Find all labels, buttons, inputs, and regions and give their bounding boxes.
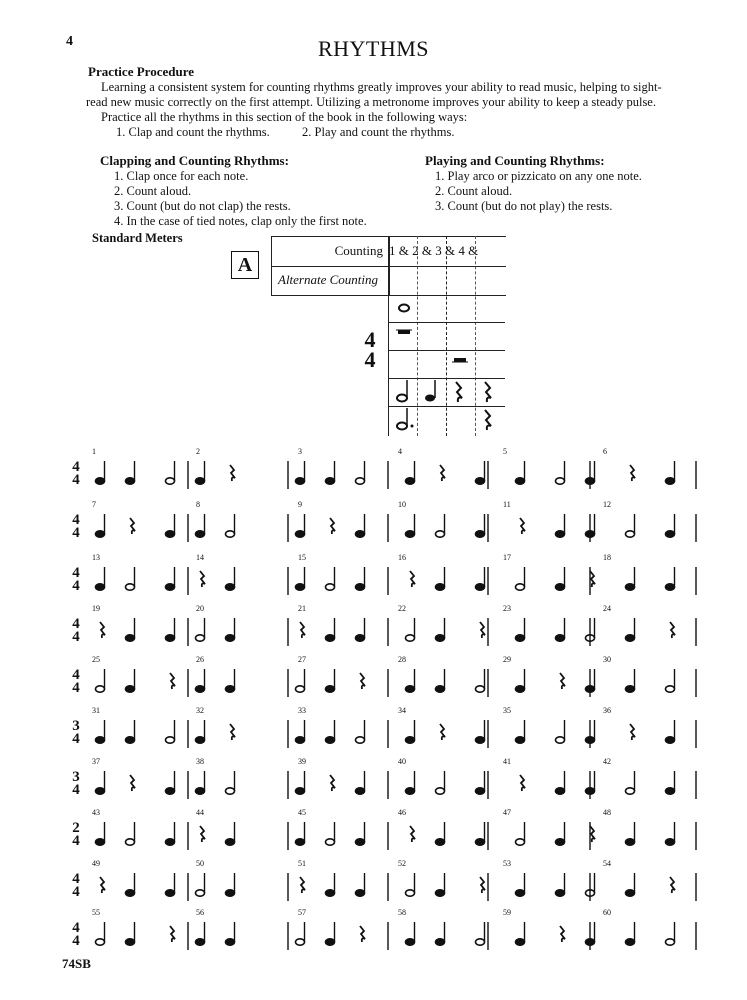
exercise-number: 32 bbox=[196, 706, 204, 715]
row-time-signature: 4 4 bbox=[72, 871, 80, 900]
rhythm-notation bbox=[90, 908, 730, 956]
exercise-number: 34 bbox=[398, 706, 406, 715]
exercise-number: 54 bbox=[603, 859, 611, 868]
exercise-number: 6 bbox=[603, 447, 607, 456]
rhythm-row bbox=[0, 500, 747, 548]
rhythm-notation bbox=[90, 500, 730, 548]
exercise-number: 25 bbox=[92, 655, 100, 664]
exercise-number: 50 bbox=[196, 859, 204, 868]
exercise-number: 8 bbox=[196, 500, 200, 509]
exercise-number: 4 bbox=[398, 447, 402, 456]
clapping-item: 4. In the case of tied notes, clap only the first note. bbox=[114, 214, 367, 228]
exercise-number: 16 bbox=[398, 553, 406, 562]
exercise-number: 17 bbox=[503, 553, 511, 562]
rhythm-row bbox=[0, 808, 747, 856]
beat-counts: 1 & 2 & 3 & 4 & bbox=[389, 243, 479, 258]
playing-section bbox=[425, 153, 642, 214]
rhythm-notation bbox=[90, 604, 730, 652]
exercise-number: 22 bbox=[398, 604, 406, 613]
footer-code: 74SB bbox=[62, 956, 91, 971]
exercise-number: 11 bbox=[503, 500, 511, 509]
exercise-number: 47 bbox=[503, 808, 511, 817]
counting-label: Counting bbox=[334, 243, 383, 258]
alternate-counting-label: Alternate Counting bbox=[278, 272, 379, 287]
exercise-number: 13 bbox=[92, 553, 100, 562]
practice-paragraph-2: Practice all the rhythms in this section of the book in the following ways: bbox=[101, 110, 468, 124]
exercise-number: 3 bbox=[298, 447, 302, 456]
exercise-number: 60 bbox=[603, 908, 611, 917]
playing-list bbox=[425, 169, 642, 214]
practice-way-2: 2. Play and count the rhythms. bbox=[302, 125, 455, 139]
row-time-signature: 4 4 bbox=[72, 459, 80, 488]
exercise-number: 28 bbox=[398, 655, 406, 664]
exercise-number: 46 bbox=[398, 808, 406, 817]
rhythm-notation bbox=[90, 757, 730, 805]
exercise-number: 30 bbox=[603, 655, 611, 664]
exercise-number: 52 bbox=[398, 859, 406, 868]
clapping-list bbox=[100, 169, 367, 229]
meter-time-signature: 4 4 bbox=[364, 327, 376, 372]
playing-heading: Playing and Counting Rhythms: bbox=[425, 153, 605, 168]
meter-grid bbox=[388, 294, 505, 436]
playing-item: 1. Play arco or pizzicato on any one note. bbox=[435, 169, 642, 183]
row-time-signature: 4 4 bbox=[72, 667, 80, 696]
exercise-number: 48 bbox=[603, 808, 611, 817]
exercise-number: 42 bbox=[603, 757, 611, 766]
exercise-number: 14 bbox=[196, 553, 204, 562]
exercise-number: 5 bbox=[503, 447, 507, 456]
clapping-item: 2. Count aloud. bbox=[114, 184, 192, 198]
playing-item: 2. Count aloud. bbox=[435, 184, 513, 198]
rhythm-notation bbox=[90, 706, 730, 754]
exercise-number: 56 bbox=[196, 908, 204, 917]
exercise-number: 9 bbox=[298, 500, 302, 509]
rhythm-notation bbox=[90, 859, 730, 907]
exercise-number: 33 bbox=[298, 706, 306, 715]
rhythm-row bbox=[0, 655, 747, 703]
rhythm-notation bbox=[90, 808, 730, 856]
exercise-number: 43 bbox=[92, 808, 100, 817]
practice-ways bbox=[86, 125, 676, 140]
practice-way-1: 1. Clap and count the rhythms. bbox=[116, 125, 270, 139]
rhythm-row bbox=[0, 447, 747, 495]
exercise-number: 35 bbox=[503, 706, 511, 715]
page-number: 4 bbox=[66, 34, 73, 49]
clapping-item: 1. Clap once for each note. bbox=[114, 169, 249, 183]
rhythm-row bbox=[0, 604, 747, 652]
rhythm-row bbox=[0, 553, 747, 601]
clapping-item: 3. Count (but do not clap) the rests. bbox=[114, 199, 291, 213]
row-time-signature: 4 4 bbox=[72, 920, 80, 949]
exercise-number: 18 bbox=[603, 553, 611, 562]
exercise-number: 57 bbox=[298, 908, 306, 917]
row-time-signature: 3 4 bbox=[72, 718, 80, 747]
rhythm-row bbox=[0, 908, 747, 956]
exercise-number: 44 bbox=[196, 808, 204, 817]
exercise-number: 27 bbox=[298, 655, 306, 664]
practice-heading: Practice Procedure bbox=[88, 64, 194, 79]
exercise-number: 37 bbox=[92, 757, 100, 766]
playing-item: 3. Count (but do not play) the rests. bbox=[435, 199, 613, 213]
practice-paragraph-1: Learning a consistent system for counting rhythms greatly improves your ability to read music, helping to sight-read new music correctly on the first attempt. Utilizing a metronome improves your ability to keep a steady pulse. bbox=[86, 80, 662, 109]
exercise-number: 36 bbox=[603, 706, 611, 715]
exercise-number: 53 bbox=[503, 859, 511, 868]
exercise-number: 24 bbox=[603, 604, 611, 613]
row-time-signature: 2 4 bbox=[72, 820, 80, 849]
rhythm-row bbox=[0, 757, 747, 805]
exercise-number: 40 bbox=[398, 757, 406, 766]
exercise-number: 10 bbox=[398, 500, 406, 509]
exercise-number: 21 bbox=[298, 604, 306, 613]
row-time-signature: 4 4 bbox=[72, 565, 80, 594]
clapping-heading: Clapping and Counting Rhythms: bbox=[100, 153, 289, 168]
exercise-number: 2 bbox=[196, 447, 200, 456]
row-time-signature: 4 4 bbox=[72, 616, 80, 645]
exercise-number: 38 bbox=[196, 757, 204, 766]
exercise-number: 20 bbox=[196, 604, 204, 613]
exercise-number: 55 bbox=[92, 908, 100, 917]
exercise-number: 1 bbox=[92, 447, 96, 456]
exercise-number: 23 bbox=[503, 604, 511, 613]
meter-grid-notes bbox=[388, 294, 505, 436]
exercise-number: 26 bbox=[196, 655, 204, 664]
exercise-number: 15 bbox=[298, 553, 306, 562]
rhythm-row bbox=[0, 859, 747, 907]
exercise-number: 58 bbox=[398, 908, 406, 917]
row-time-signature: 3 4 bbox=[72, 769, 80, 798]
exercise-number: 49 bbox=[92, 859, 100, 868]
exercise-number: 51 bbox=[298, 859, 306, 868]
exercise-number: 31 bbox=[92, 706, 100, 715]
exercise-number: 45 bbox=[298, 808, 306, 817]
exercise-number: 12 bbox=[603, 500, 611, 509]
rhythm-row bbox=[0, 706, 747, 754]
exercise-number: 59 bbox=[503, 908, 511, 917]
exercise-number: 7 bbox=[92, 500, 96, 509]
page-title: RHYTHMS bbox=[317, 36, 430, 61]
standard-meters-heading: Standard Meters bbox=[92, 231, 183, 245]
exercise-number: 19 bbox=[92, 604, 100, 613]
exercise-number: 41 bbox=[503, 757, 511, 766]
row-time-signature: 4 4 bbox=[72, 512, 80, 541]
chart-letter-box: A bbox=[231, 251, 259, 279]
exercise-number: 29 bbox=[503, 655, 511, 664]
exercise-number: 39 bbox=[298, 757, 306, 766]
clapping-section bbox=[100, 153, 367, 229]
rhythm-notation bbox=[90, 655, 730, 703]
practice-section bbox=[86, 64, 676, 140]
rhythm-notation bbox=[90, 553, 730, 601]
rhythm-notation bbox=[90, 447, 730, 495]
